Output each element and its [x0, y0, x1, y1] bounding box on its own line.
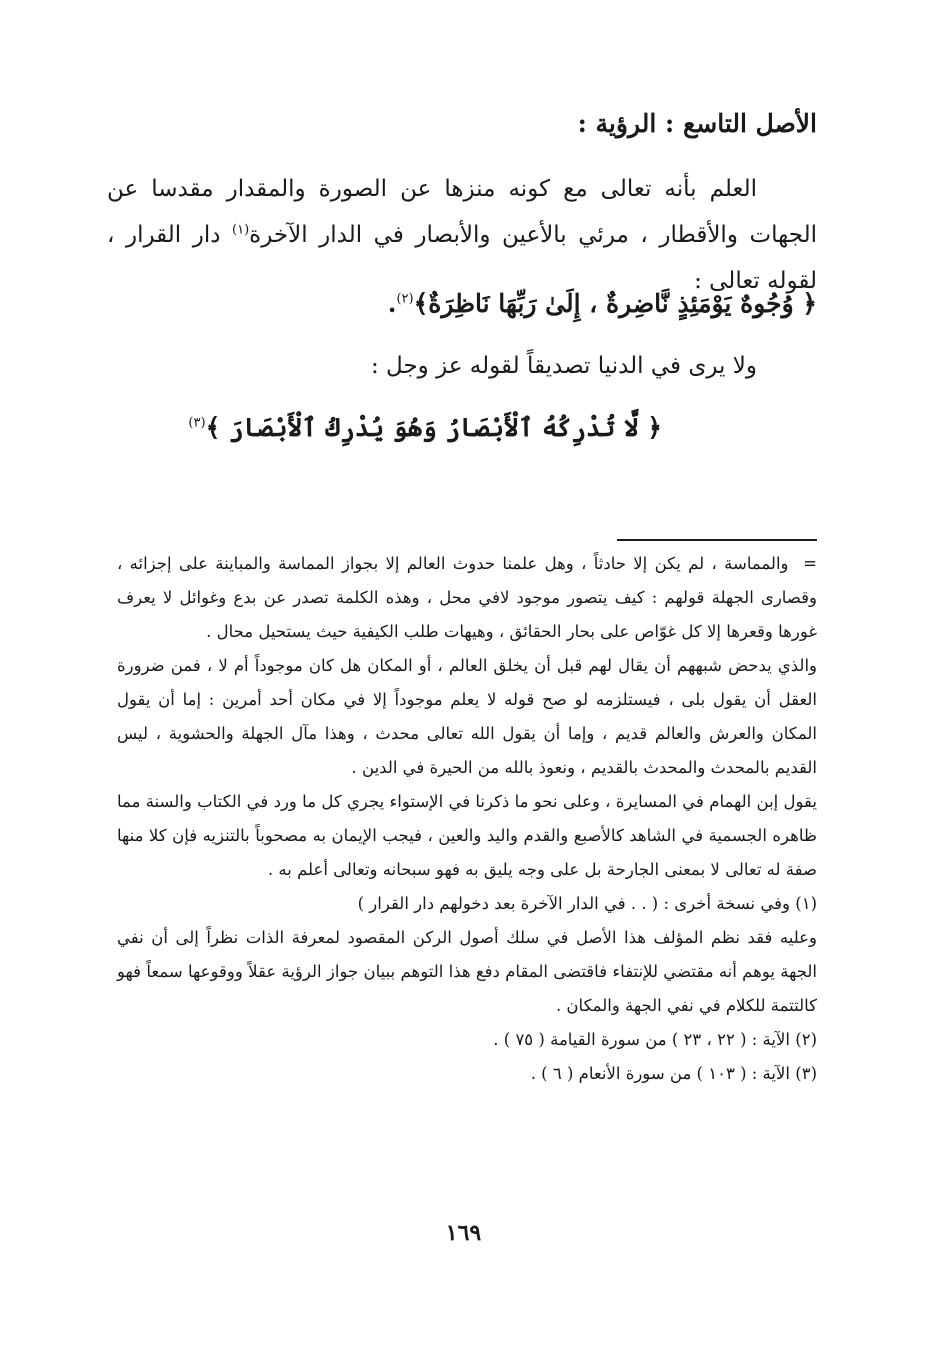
verse-text: ﴿ لَّا تُدْرِكُهُ ٱلْأَبْصَارُ وَهُوَ يُدْرِكُ ٱلْأَبْصَارَ ﴾: [205, 413, 662, 442]
paragraph-worldly-vision: ولا يرى في الدنيا تصديقاً لقوله عز وجل :: [370, 353, 757, 379]
footnote-ref-1: (١): [232, 222, 250, 238]
footnote-2: (٢) الآية : ( ٢٢ ، ٢٣ ) من سورة القيامة ( ٧٥ ) .: [493, 1030, 817, 1049]
quran-verse-2: [102, 406, 662, 450]
footnote-1-paragraph: وعليه فقد نظم المؤلف هذا الأصل في سلك أصول الركن المقصود لمعرفة الذات نظراً إلى أن نفي الجهة يوهم أنه مقتضي للإنتفاء فاقتضى المقام دفع هذا التوهم ببيان جواز الرؤية عقلاً ووقوعها سمعاً فهو كالتتمة للكلام في نفي الجهة والمكان .: [117, 928, 817, 1015]
footnote-continuation: [117, 547, 817, 649]
footnote-1: (١) وفي نسخة أخرى : ( . . في الدار الآخرة بعد دخولهم دار القرار ): [357, 894, 817, 913]
page-number: ١٦٩: [445, 1220, 482, 1246]
footnote-paragraph: والذي يدحض شبههم أن يقال لهم قبل أن يخلق العالم ، أو المكان هل كان موجوداً أم لا ، فمن ضرورة العقل أن يقول بلى ، فيستلزمه لو صح قوله لا يعلم موجوداً إلا في مكان أحد أمرين : إما أن يقول المكان والعرش والعالم قديم ، وإما أن يقول الله تعالى محدث ، وهذا مآل الجهلة والحشوية ، ليس القديم بالمحدث والمحدث بالقديم ، ونعوذ بالله من الحيرة في الدين .: [117, 656, 817, 777]
quran-verse-1: [107, 282, 817, 326]
footnote-ref-2: (٢): [396, 291, 414, 307]
verse-end: .: [387, 289, 397, 318]
footnote-divider: [617, 539, 817, 541]
verse-text: ﴿ وُجُوهٌ يَوْمَئِذٍ نَّاضِرةٌ ، إِلَىٰ رَبِّهَا نَاظِرَةٌ﴾: [413, 289, 817, 318]
continuation-marker: =: [803, 554, 817, 573]
footnote-paragraph: يقول إبن الهمام في المسايرة ، وعلى نحو ما ذكرنا في الإستواء يجري كل ما ورد في الكتاب والسنة مما ظاهره الجسمية في الشاهد كالأصبع والقدم واليد والعين ، فيجب الإيمان به مصحوباً بالتنزيه فإن كلا منها صفة له تعالى لا بمعنى الجارحة بل على وجه يليق به فهو سبحانه وتعالى أعلم به .: [117, 792, 817, 879]
footnote-ref-3: (٣): [188, 415, 206, 431]
footnote-text: والمماسة ، لم يكن إلا حادثاً ، وهل علمنا حدوث العالم إلا بجواز المماسة والمباينة على إجزائه ، وقصارى الجهلة قولهم : كيف يتصور موجود لافي محل ، وهذه الكلمة تصدر عن بدع وغوائل لا يعرف غورها وقعرها إلا كل غوّاص على بحار الحقائق ، وهيهات طلب الكيفية حيث يستحيل محال .: [117, 554, 817, 641]
footnote-3: (٣) الآية : ( ١٠٣ ) من سورة الأنعام ( ٦ ) .: [530, 1064, 817, 1083]
section-heading: الأصل التاسع : الرؤية :: [577, 109, 817, 138]
paragraph-text: العلم بأنه تعالى مع كونه منزها عن الصورة والمقدار مقدسا عن الجهات والأقطار ، مرئي بالأعين والأبصار في الدار الآخرة: [107, 176, 817, 248]
footnotes: [117, 547, 817, 1091]
paragraph-text-end: دار القرار ، لقوله تعالى :: [107, 222, 817, 294]
